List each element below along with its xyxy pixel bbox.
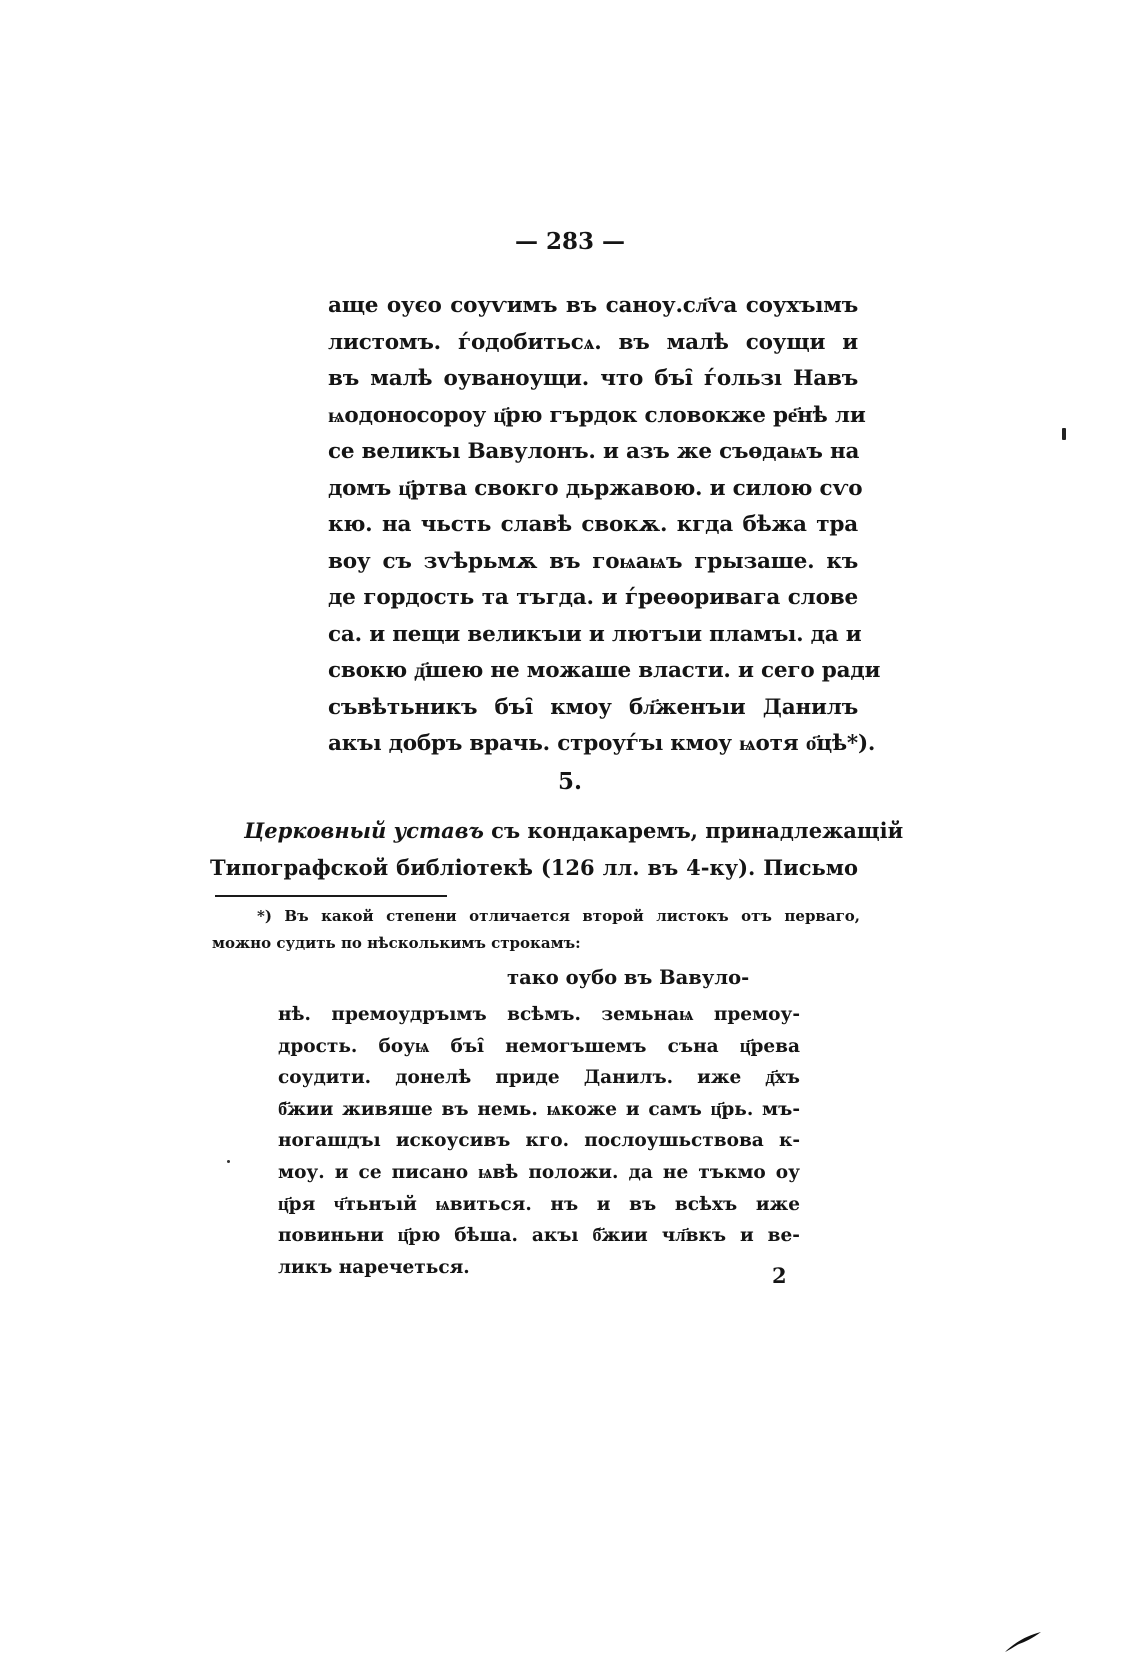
verse-line: съвѣтьникъ бъı̑ кмоу бл҃женъıи Данилъ <box>328 694 858 720</box>
verse-line: домъ ц҃ртва свокго дьржавою. и силою сѵо <box>328 475 863 501</box>
footnote-quote-block <box>278 999 800 1283</box>
quote-line: дрость. боуѩ бъı̑ немогъшемъ съна ц҃рева <box>278 1035 800 1057</box>
section-number: 5. <box>557 768 582 795</box>
quote-line: повиньни ц҃рю бѣша. акъı б҃жии чл҃вкъ и ве- <box>278 1225 800 1247</box>
verse-line: въ малѣ оуванοущи. что бъı̑ ѓользı Навъ <box>328 366 858 391</box>
verse-line: ѩодоносороу ц҃рю гърдок словокже ре҃нѣ ли <box>328 402 866 428</box>
quote-line: б҃жии живяше въ немь. ѩкоже и самъ ц҃рь. мъ- <box>278 1098 800 1120</box>
quote-line: ногашдъı искоусивъ кго. послоушьствова к- <box>278 1130 800 1152</box>
verse-line: аще оуєо соуѵимъ въ саноу.сл҃ѵа соухъıмъ <box>328 293 858 318</box>
margin-ink-mark <box>1062 428 1066 440</box>
verse-line: воу съ зѵѣрьмѫ въ гоѩаѩъ грызаше. къ <box>328 548 858 574</box>
ink-speck <box>227 1160 230 1163</box>
verse-line: се великъı Вавулонъ. и азъ же съѳдаѩъ на <box>328 439 860 464</box>
verse-line: свокю д҃шею не можаше власти. и сего ради <box>328 658 881 683</box>
footnote-line: *) Въ какой степени отличается второй листокъ отъ перваго, <box>257 907 860 925</box>
paragraph-line: Типографской библіотекѣ (126 лл. въ 4-ку). Письмо <box>210 855 858 880</box>
verse-line: де гордость та тъгда. и ѓреѳоривага слове <box>328 585 858 610</box>
quote-line: ц҃ря ч҃тьнъıй ѩвиться. нъ и въ всѣхъ иже <box>278 1193 800 1215</box>
verse-line: са. и пещи великъıи и лютъıи пламъı. да и <box>328 621 862 647</box>
page-number: — 283 — <box>514 228 626 255</box>
paragraph-italic-title: Церковный уставъ <box>244 818 484 843</box>
signature-mark: 2 <box>772 1263 787 1288</box>
quote-line: моу. и се писано ѩвѣ положи. да не тъкмо оу <box>278 1161 800 1183</box>
quote-line: ликъ наречеться. <box>278 1256 470 1278</box>
body-paragraph <box>210 812 904 886</box>
footnote-divider <box>215 895 447 897</box>
paragraph-line <box>210 812 904 849</box>
footnote-line: можно судить по нѣсколькимъ строкамъ: <box>212 934 581 952</box>
footnote-intro <box>212 903 860 957</box>
quill-ink-mark <box>1003 1630 1043 1654</box>
verse-line: листомъ. ѓодобитьсѧ. въ малѣ соущи и <box>328 329 858 355</box>
verse-line: кю. на чьсть славѣ свокѫ. кгда бѣжа тра <box>328 512 858 537</box>
slavonic-verse-block <box>328 288 881 763</box>
quote-line: нѣ. премоудръıмъ всѣмъ. земьнаѩ премоу- <box>278 1004 800 1025</box>
footnote-quote-first-line: тако оубо въ Вавуло- <box>507 966 750 989</box>
quote-line: соудити. донелѣ приде Данилъ. иже д҃хъ <box>278 1067 800 1089</box>
paragraph-line-rest: съ кондакаремъ, принадлежащій <box>483 818 904 843</box>
verse-line: акъı добръ врачь. строуѓъı кмоу ѩотя о҃цѣ*). <box>328 731 876 756</box>
